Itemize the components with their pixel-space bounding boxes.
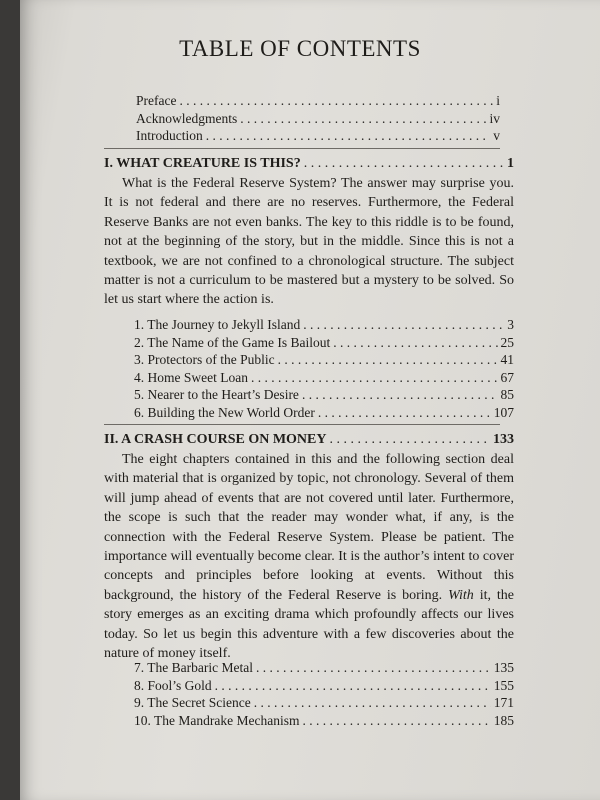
section-divider <box>104 424 500 425</box>
dot-leader <box>333 334 497 352</box>
dot-leader <box>329 431 490 449</box>
section-heading-1 <box>104 155 514 173</box>
dot-leader <box>254 694 491 712</box>
chapter-entry <box>134 659 514 677</box>
toc-entry-label: Acknowledgments <box>136 110 238 126</box>
dot-leader <box>302 386 498 404</box>
chapter-title: 7. The Barbaric Metal <box>134 660 253 675</box>
chapter-entry <box>134 316 514 334</box>
chapter-entry <box>134 694 514 712</box>
chapter-entry <box>134 334 514 352</box>
chapter-page: 107 <box>493 404 514 420</box>
section-2-chapter-list <box>134 659 514 729</box>
section-title: II. A CRASH COURSE ON MONEY <box>104 432 327 447</box>
chapter-page: 171 <box>493 695 514 710</box>
page-title: TABLE OF CONTENTS <box>179 36 421 61</box>
toc-entry-preface <box>136 92 500 110</box>
dot-leader <box>206 127 491 145</box>
section-title: I. WHAT CREATURE IS THIS? <box>104 156 301 171</box>
chapter-page: 135 <box>493 660 514 675</box>
chapter-page: 85 <box>500 387 514 402</box>
dot-leader <box>215 677 491 695</box>
chapter-title: 5. Nearer to the Heart’s Desire <box>134 387 299 402</box>
toc-entry-page: iv <box>489 110 500 126</box>
chapter-title: 4. Home Sweet Loan <box>134 369 248 385</box>
chapter-title: 9. The Secret Science <box>134 695 251 710</box>
chapter-entry <box>134 386 514 404</box>
chapter-entry <box>134 712 514 730</box>
dot-leader <box>278 351 498 369</box>
chapter-title: 6. Building the New World Order <box>134 404 315 420</box>
dot-leader <box>303 316 504 334</box>
section-heading-2 <box>104 431 514 449</box>
chapter-page: 155 <box>493 677 514 693</box>
toc-entry-acknowledgments <box>136 110 500 128</box>
toc-entry-introduction <box>136 127 500 145</box>
toc-entry-label: Introduction <box>136 128 203 143</box>
section-page: 133 <box>493 432 514 447</box>
dot-leader <box>240 110 486 128</box>
chapter-title: 1. The Journey to Jekyll Island <box>134 317 301 332</box>
chapter-title: 2. The Name of the Game Is Bailout <box>134 334 331 350</box>
chapter-entry <box>134 677 514 695</box>
section-1-description: What is the Federal Reserve System? The answer may surprise you. It is not federal and there are no reserves. Furthermore, the Federal Reserve Banks are not even banks. The key to this riddle is to be found, not at the beginning of the story, but in the middle. Since this is not a textbook, we are not confined to a chronological structure. The subject matter is not a curriculum to be mastered but a mystery to be solved. So let us start where the action is. <box>104 176 514 308</box>
section-2-description: The eight chapters contained in this and the following section deal with material that is organized by topic, not chronology. Several of them will jump ahead of events that are not covered until later. Furthermore, the scope is such that the reader may wonder what, if any, is the connection with the Federal Reserve System. Please be patient. The importance will eventually become clear. It is the author’s intent to cover concepts and principles before looking at events. Without this background, the history of the Federal Reserve is boring. With it, the story emerges as an exciting drama which profoundly affects our lives today. So let us begin this adventure with a few discoveries about the nature of money itself. <box>104 452 514 662</box>
chapter-title: 3. Protectors of the Public <box>134 352 275 367</box>
toc-entry-page: i <box>496 93 500 108</box>
emphasis-with: With <box>448 587 474 603</box>
dot-leader <box>318 404 491 422</box>
toc-entry-page: v <box>493 128 500 143</box>
dot-leader <box>304 155 504 173</box>
chapter-entry <box>134 404 514 422</box>
chapter-page: 25 <box>500 334 514 350</box>
dot-leader <box>179 92 493 110</box>
chapter-title: 8. Fool’s Gold <box>134 677 212 693</box>
dot-leader <box>302 712 490 730</box>
chapter-entry <box>134 351 514 369</box>
chapter-title: 10. The Mandrake Mechanism <box>134 712 300 728</box>
dot-leader <box>251 369 498 387</box>
section-divider <box>104 148 500 149</box>
chapter-page: 41 <box>500 352 514 367</box>
section-page: 1 <box>507 156 514 171</box>
dot-leader <box>256 659 491 677</box>
toc-entry-label: Preface <box>136 93 177 108</box>
chapter-page: 3 <box>507 317 514 332</box>
chapter-entry <box>134 369 514 387</box>
section-1-chapter-list <box>134 316 514 421</box>
chapter-page: 185 <box>493 712 514 728</box>
chapter-page: 67 <box>500 369 514 385</box>
front-matter-list <box>136 92 500 145</box>
